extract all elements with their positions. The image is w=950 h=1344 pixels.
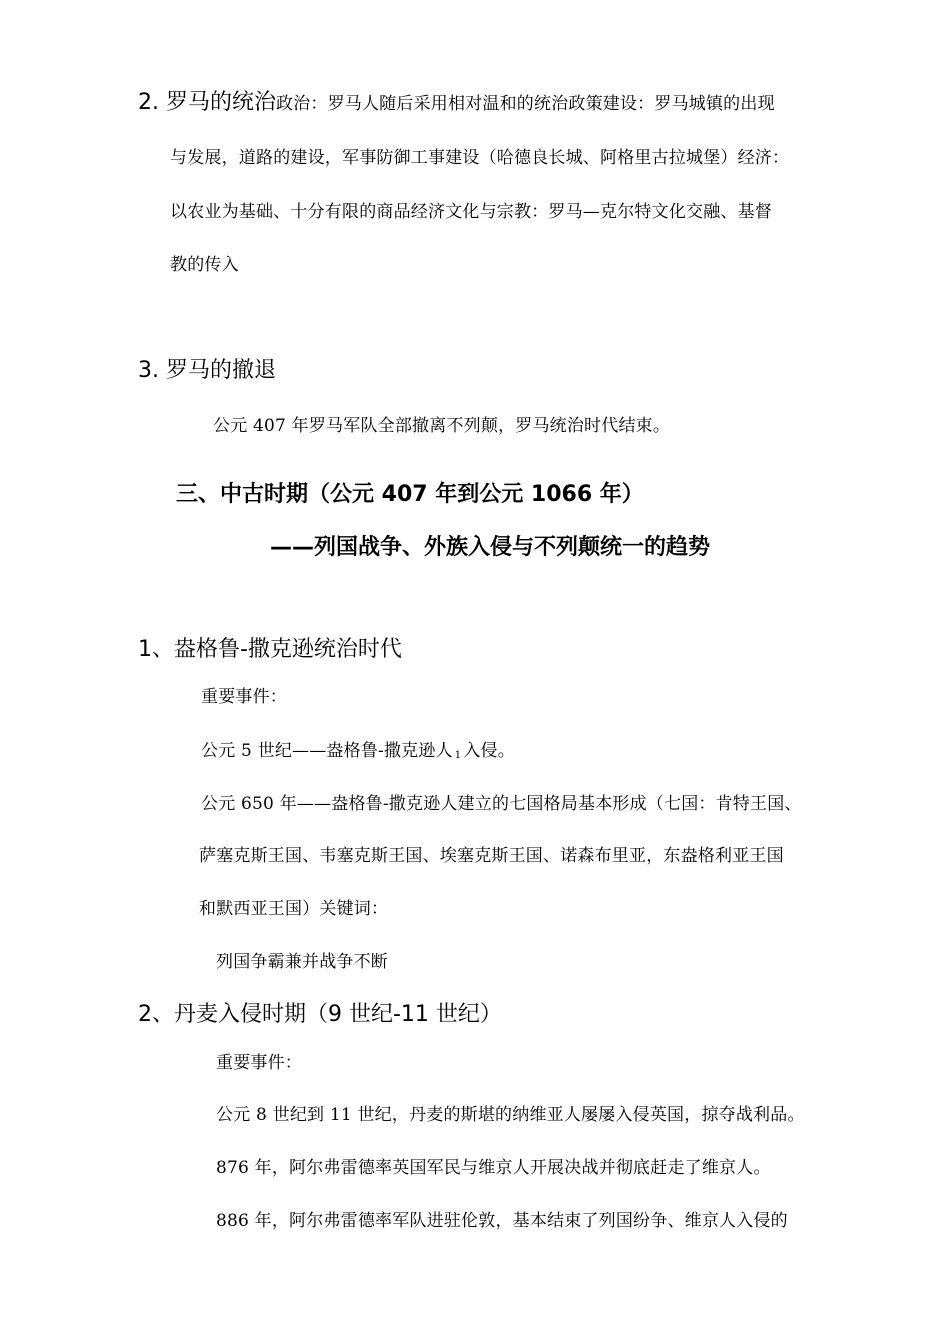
roman-rule-line-3: 以农业为基础、十分有限的商品经济文化与宗教：罗马—克尔特文化交融、基督 — [170, 202, 772, 222]
roman-rule-line-4: 教的传入 — [170, 255, 239, 275]
anglo-saxon-events-label: 重要事件： — [201, 687, 287, 707]
anglo-saxon-event-1-end: 入侵。 — [463, 741, 515, 761]
danish-event-2: 876 年，阿尔弗雷德率英国军民与维京人开展决战并彻底赶走了维京人。 — [216, 1158, 771, 1178]
anglo-saxon-keyword: 列国争霸兼并战争不断 — [216, 952, 388, 972]
roman-retreat-text: 公元 407 年罗马军队全部撤离不列颠，罗马统治时代结束。 — [213, 416, 671, 436]
danish-events-label: 重要事件： — [216, 1053, 302, 1073]
footnote-marker: 1 — [454, 750, 462, 761]
anglo-saxon-event-1-text: 公元 5 世纪——盎格鲁-撒克逊人 — [201, 741, 453, 761]
danish-event-3: 886 年，阿尔弗雷德率军队进驻伦敦，基本结束了列国纷争、维京人入侵的 — [216, 1211, 788, 1231]
anglo-saxon-event-2-line-1: 公元 650 年——盎格鲁-撒克逊人建立的七国格局基本形成（七国：肯特王国、 — [201, 794, 802, 814]
anglo-saxon-event-1 — [201, 743, 515, 761]
roman-rule-paragraph-first-line — [138, 92, 775, 114]
danish-event-1: 公元 8 世纪到 11 世纪，丹麦的斯堪的纳维亚人屡屡入侵英国，掠夺战利品。 — [216, 1105, 805, 1125]
anglo-saxon-heading: 1、盎格鲁-撒克逊统治时代 — [138, 637, 402, 662]
section-three-subtitle: ——列国战争、外族入侵与不列颠统一的趋势 — [270, 535, 711, 560]
roman-rule-heading: 2. 罗马的统治 — [138, 90, 276, 115]
roman-retreat-heading: 3. 罗马的撤退 — [138, 358, 276, 383]
anglo-saxon-event-2-line-3: 和默西亚王国）关键词： — [199, 899, 389, 919]
roman-rule-line-1: 政治：罗马人随后采用相对温和的统治政策建设：罗马城镇的出现 — [275, 94, 775, 114]
section-three-title: 三、中古时期（公元 407 年到公元 1066 年） — [176, 482, 644, 507]
roman-rule-line-2: 与发展，道路的建设，军事防御工事建设（哈德良长城、阿格里古拉城堡）经济： — [170, 148, 790, 168]
danish-invasion-heading: 2、丹麦入侵时期（9 世纪-11 世纪） — [138, 1002, 502, 1027]
anglo-saxon-event-2-line-2: 萨塞克斯王国、韦塞克斯王国、埃塞克斯王国、诺森布里亚，东盎格利亚王国 — [199, 846, 784, 866]
